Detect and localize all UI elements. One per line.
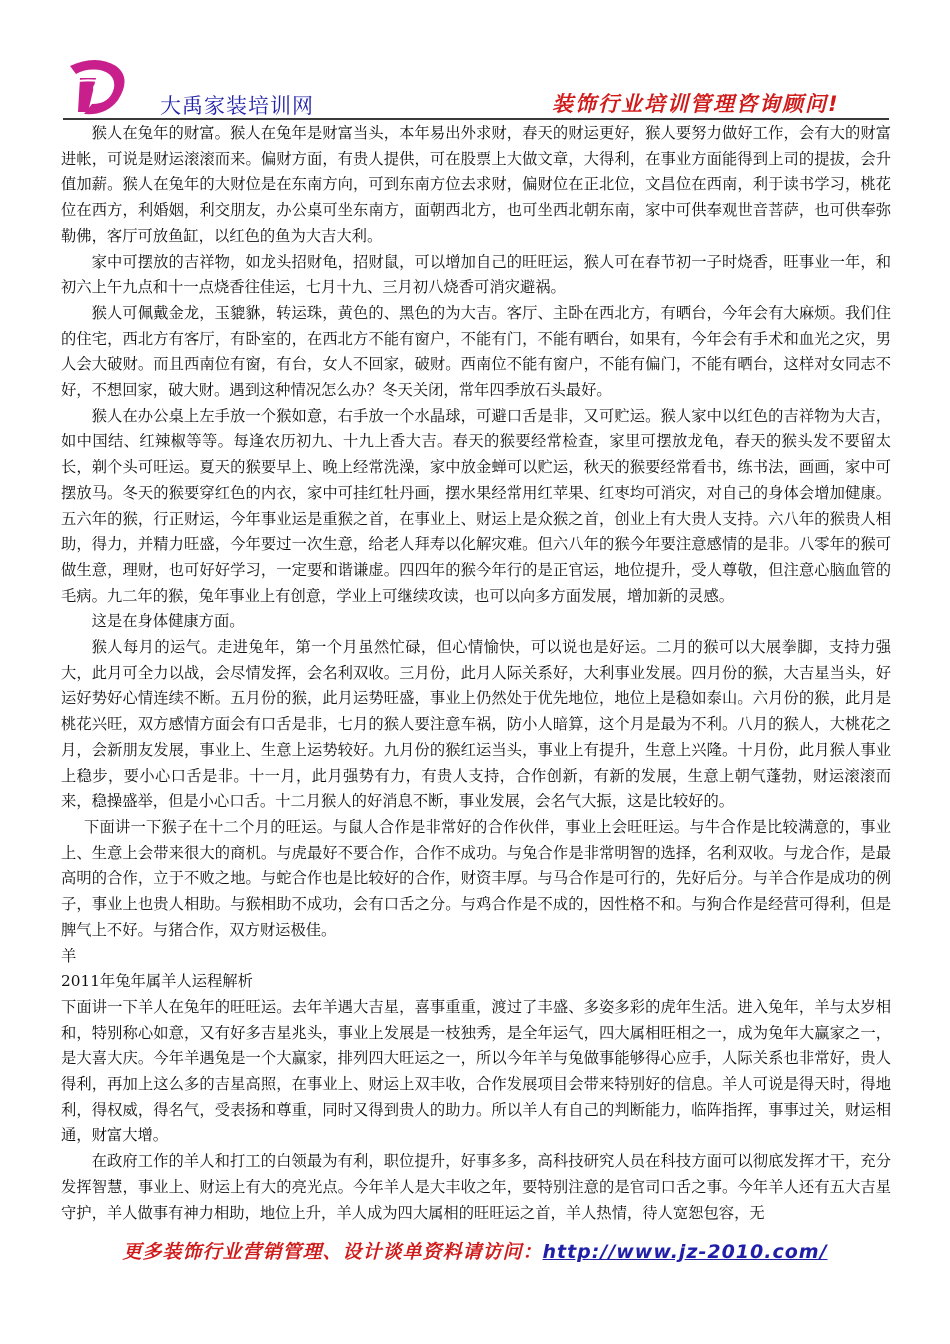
paragraph: 猴人每月的运气。走进兔年，第一个月虽然忙碌，但心情愉快，可以说也是好运。二月的猴可以大展拳脚，支持力强大，此月可全力以战，会尽情发挥，会名利双收。三月份，此月人际关系好，大利事业发展。四月份的猴，大吉星当头，好运好势好心情连续不断。五月份的猴，此月运势旺盛，事业上仍然处于优先地位，地位上是稳如泰山。六月份的猴，此月是桃花兴旺，双方感情方面会有口舌是非，七月的猴人要注意车祸，防小人暗算，这个月是最为不利。八月的猴人，大桃花之月，会新朋友发展，事业上、生意上运势较好。九月份的猴红运当头，事业上有提升，生意上兴隆。十月份，此月猴人事业上稳步，要小心口舌是非。十一月，此月强势有力，有贵人支持，合作创新，有新的发展，生意上朝气蓬勃，财运滚滚而来，稳操盛举，但是小心口舌。十二月猴人的好消息不断，事业发展，会名气大振，这是比较好的。: [61, 638, 891, 811]
paragraph: 猴人可佩戴金龙，玉貔貅，转运珠，黄色的、黑色的为大吉。客厅、主卧在西北方，有晒台，今年会有大麻烦。我们住的住宅，西北方有客厅，有卧室的，在西北方不能有窗户，不能有门，不能有晒台，如果有，今年会有手术和血光之灾，男人会大破财。而且西南位有窗，有台，女人不回家，破财。西南位不能有窗户，不能有偏门，不能有晒台，这样对女同志不好，不想回家，破大财。遇到这种情况怎么办？冬天关闭，常年四季放石头最好。: [61, 303, 891, 400]
section-subheading: 2011年兔年属羊人运程解析: [61, 972, 253, 991]
header-slogan: 装饰行业培训管理咨询顾问!: [552, 92, 840, 116]
paragraph: 这是在身体健康方面。: [91, 612, 245, 631]
paragraph: 下面讲一下猴子在十二个月的旺运。与鼠人合作是非常好的合作伙伴，事业上会旺旺运。与牛合作是比较满意的，事业上、生意上会带来很大的商机。与虎最好不要合作，合作不成功。与兔合作是非常明智的选择，名利双收。与龙合作，是最高明的合作，立于不败之地。与蛇合作也是比较好的合作，财资丰厚。与马合作是可行的，先好后分。与羊合作是成功的例子，事业上也贵人相助。与猴相助不成功，会有口舌之分。与鸡合作是不成的，因性格不和。与狗合作是经营可得利，但是脾气上不好。与猪合作，双方财运极佳。: [61, 817, 891, 939]
site-name: 大禹家装培训网: [160, 94, 314, 118]
footer-text: 更多装饰行业营销管理、设计谈单资料请访问：: [122, 1241, 543, 1263]
logo-icon: [66, 56, 130, 116]
paragraph: 猴人在兔年的财富。猴人在兔年是财富当头，本年易出外求财，春天的财运更好，猴人要努力做好工作，会有大的财富进帐，可说是财运滚滚而来。偏财方面，有贵人提供，可在股票上大做文章，大得利，在事业方面能得到上司的提拔，会升值加薪。猴人在兔年的大财位是在东南方向，可到东南方位去求财，偏财位在正北位，文昌位在西南，利于读书学习，桃花位在西方，利婚姻，利交朋友，办公桌可坐东南方，面朝西北方，也可坐西北朝东南，家中可供奉观世音菩萨，也可供奉弥勒佛，客厅可放鱼缸，以红色的鱼为大吉大利。: [61, 124, 891, 245]
footer-link[interactable]: http://www.jz-2010.com/: [542, 1241, 828, 1263]
paragraph: 下面讲一下羊人在兔年的旺旺运。去年羊遇大吉星，喜事重重，渡过了丰盛、多姿多彩的虎年生活。进入兔年，羊与太岁相和，特别称心如意，又有好多吉星兆头，事业上发展是一枝独秀，是全年运气，四大属相旺相之一，成为兔年大赢家之一，是大喜大庆。今年羊遇兔是一个大赢家，排列四大旺运之一，所以今年羊与兔做事能够得心应手，人际关系也非常好，贵人得利，再加上这么多的吉星高照，在事业上、财运上双丰收，合作发展项目会带来特别好的信息。羊人可说是得天时，得地利，得权威，得名气，受表扬和尊重，同时又得到贵人的助力。所以羊人有自己的判断能力，临阵指挥，事事过关，财运相通，财富大增。: [61, 997, 891, 1145]
page-header: [0, 0, 950, 122]
paragraph: 猴人在办公桌上左手放一个猴如意，右手放一个水晶球，可避口舌是非，又可贮运。猴人家中以红色的吉祥物为大吉，如中国结、红辣椒等等。每逢农历初九、十九上香大吉。春天的猴要经常检查，家里可摆放龙龟，春天的猴头发不要留太长，剃个头可旺运。夏天的猴要早上、晚上经常洗澡，家中放金蝉可以贮运，秋天的猴要经常看书，练书法，画画，家中可摆放马。冬天的猴要穿红色的内衣，家中可挂红牡丹画，摆水果经常用红苹果、红枣均可消灾，对自己的身体会增加健康。五六年的猴，行正财运，今年事业运是重猴之首，在事业上、财运上是众猴之首，创业上有大贵人支持。六八年的猴贵人相助，得力，并精力旺盛，今年要过一次生意，给老人拜寿以化解灾难。但六八年的猴今年要注意感情的是非。八零年的猴可做生意，理财，也可好好学习，一定要和谐谦虚。四四年的猴今年行的是正官运，地位提升，受人尊敬，但注意心脑血管的毛病。九二年的猴，兔年事业上有创意，学业上可继续攻读，也可以向多方面发展，增加新的灵感。: [61, 406, 891, 605]
paragraph: 在政府工作的羊人和打工的白领最为有利，职位提升，好事多多，高科技研究人员在科技方面可以彻底发挥才干，充分发挥智慧，事业上、财运上有大的亮光点。今年羊人是大丰收之年，要特别注意的是官司口舌之事。今年羊人还有五大吉星守护，羊人做事有神力相助，地位上升，羊人成为四大属相的旺旺运之首，羊人热情，待人宽恕包容，无: [61, 1152, 891, 1222]
document-body: [61, 121, 891, 1226]
header-divider: [63, 118, 889, 120]
paragraph: 家中可摆放的吉祥物，如龙头招财龟，招财鼠，可以增加自己的旺旺运，猴人可在春节初一子时烧香，旺事业一年，和初六上午九点和十一点烧香往佳运，七月十九、三月初八烧香可消灾避祸。: [61, 252, 891, 297]
section-heading: 羊: [61, 946, 77, 965]
page-footer: [0, 1237, 950, 1264]
